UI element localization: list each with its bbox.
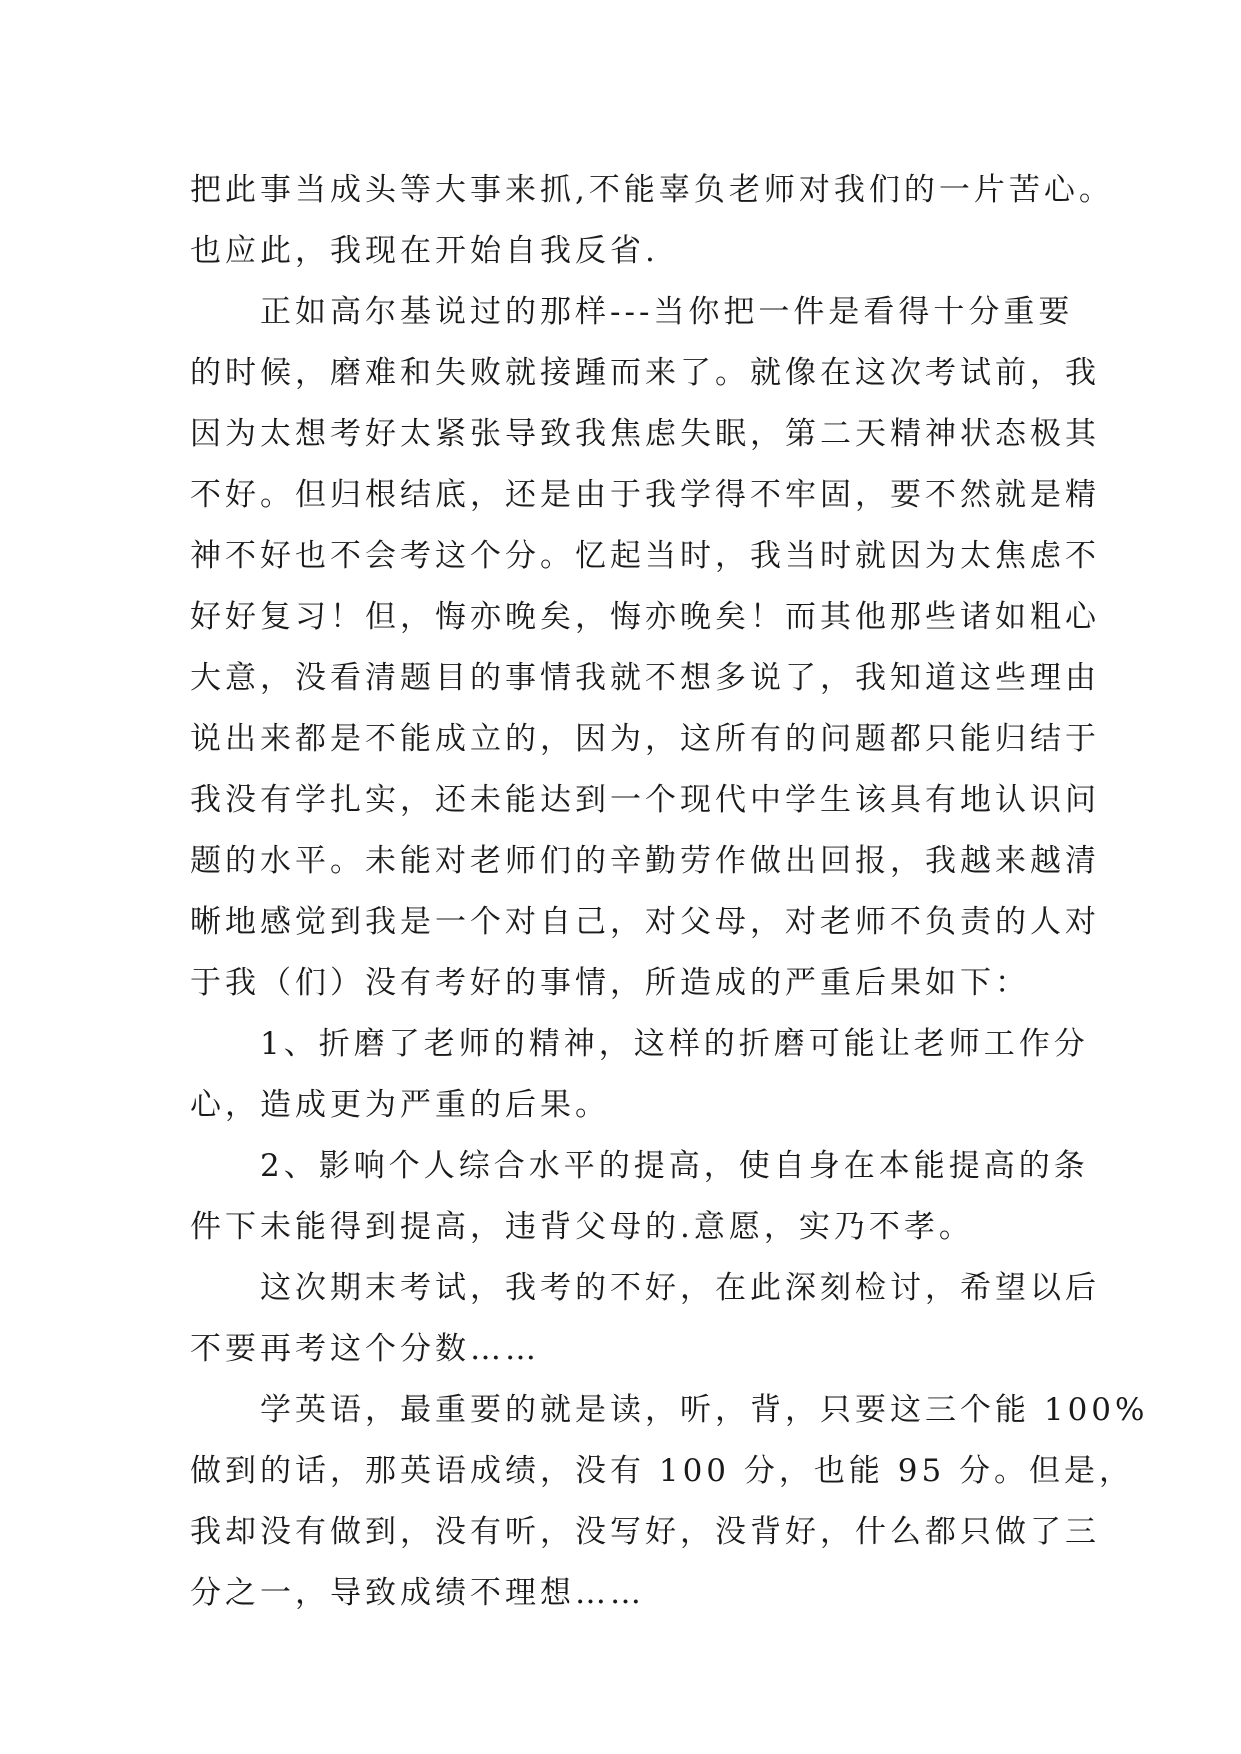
text-line: 做到的话，那英语成绩，没有 100 分，也能 95 分。但是， — [190, 1453, 1135, 1489]
text-line: 我却没有做到，没有听，没写好，没背好，什么都只做了三 — [190, 1514, 1100, 1550]
text-line: 心，造成更为严重的后果。 — [190, 1087, 610, 1123]
text-line: 好好复习！但，悔亦晚矣，悔亦晚矣！而其他那些诸如粗心 — [190, 599, 1100, 635]
text-line: 1、折磨了老师的精神，这样的折磨可能让老师工作分 — [260, 1026, 1089, 1062]
text-line: 分之一，导致成绩不理想…… — [190, 1575, 645, 1611]
document-body — [190, 160, 1149, 1624]
text-line: 不要再考这个分数…… — [190, 1331, 540, 1367]
text-line: 神不好也不会考这个分。忆起当时，我当时就因为太焦虑不 — [190, 538, 1100, 574]
text-line: 件下未能得到提高，违背父母的.意愿，实乃不孝。 — [190, 1209, 974, 1245]
text-line: 学英语，最重要的就是读，听，背，只要这三个能 100% — [260, 1392, 1149, 1428]
text-line: 正如高尔基说过的那样---当你把一件是看得十分重要 — [260, 294, 1074, 330]
text-line: 把此事当成头等大事来抓,不能辜负老师对我们的一片苦心。 — [190, 172, 1114, 208]
text-line: 2、影响个人综合水平的提高，使自身在本能提高的条 — [260, 1148, 1089, 1184]
text-line: 于我（们）没有考好的事情，所造成的严重后果如下： — [190, 965, 1030, 1001]
text-line: 大意，没看清题目的事情我就不想多说了，我知道这些理由 — [190, 660, 1100, 696]
text-line: 晰地感觉到我是一个对自己，对父母，对老师不负责的人对 — [190, 904, 1100, 940]
text-line: 也应此，我现在开始自我反省. — [190, 233, 659, 269]
text-line: 我没有学扎实，还未能达到一个现代中学生该具有地认识问 — [190, 782, 1100, 818]
text-line: 这次期末考试，我考的不好，在此深刻检讨，希望以后 — [260, 1270, 1100, 1306]
text-line: 因为太想考好太紧张导致我焦虑失眠，第二天精神状态极其 — [190, 416, 1100, 452]
text-line: 题的水平。未能对老师们的辛勤劳作做出回报，我越来越清 — [190, 843, 1100, 879]
text-line: 说出来都是不能成立的，因为，这所有的问题都只能归结于 — [190, 721, 1100, 757]
text-line: 不好。但归根结底，还是由于我学得不牢固，要不然就是精 — [190, 477, 1100, 513]
text-line: 的时候，磨难和失败就接踵而来了。就像在这次考试前，我 — [190, 355, 1100, 391]
